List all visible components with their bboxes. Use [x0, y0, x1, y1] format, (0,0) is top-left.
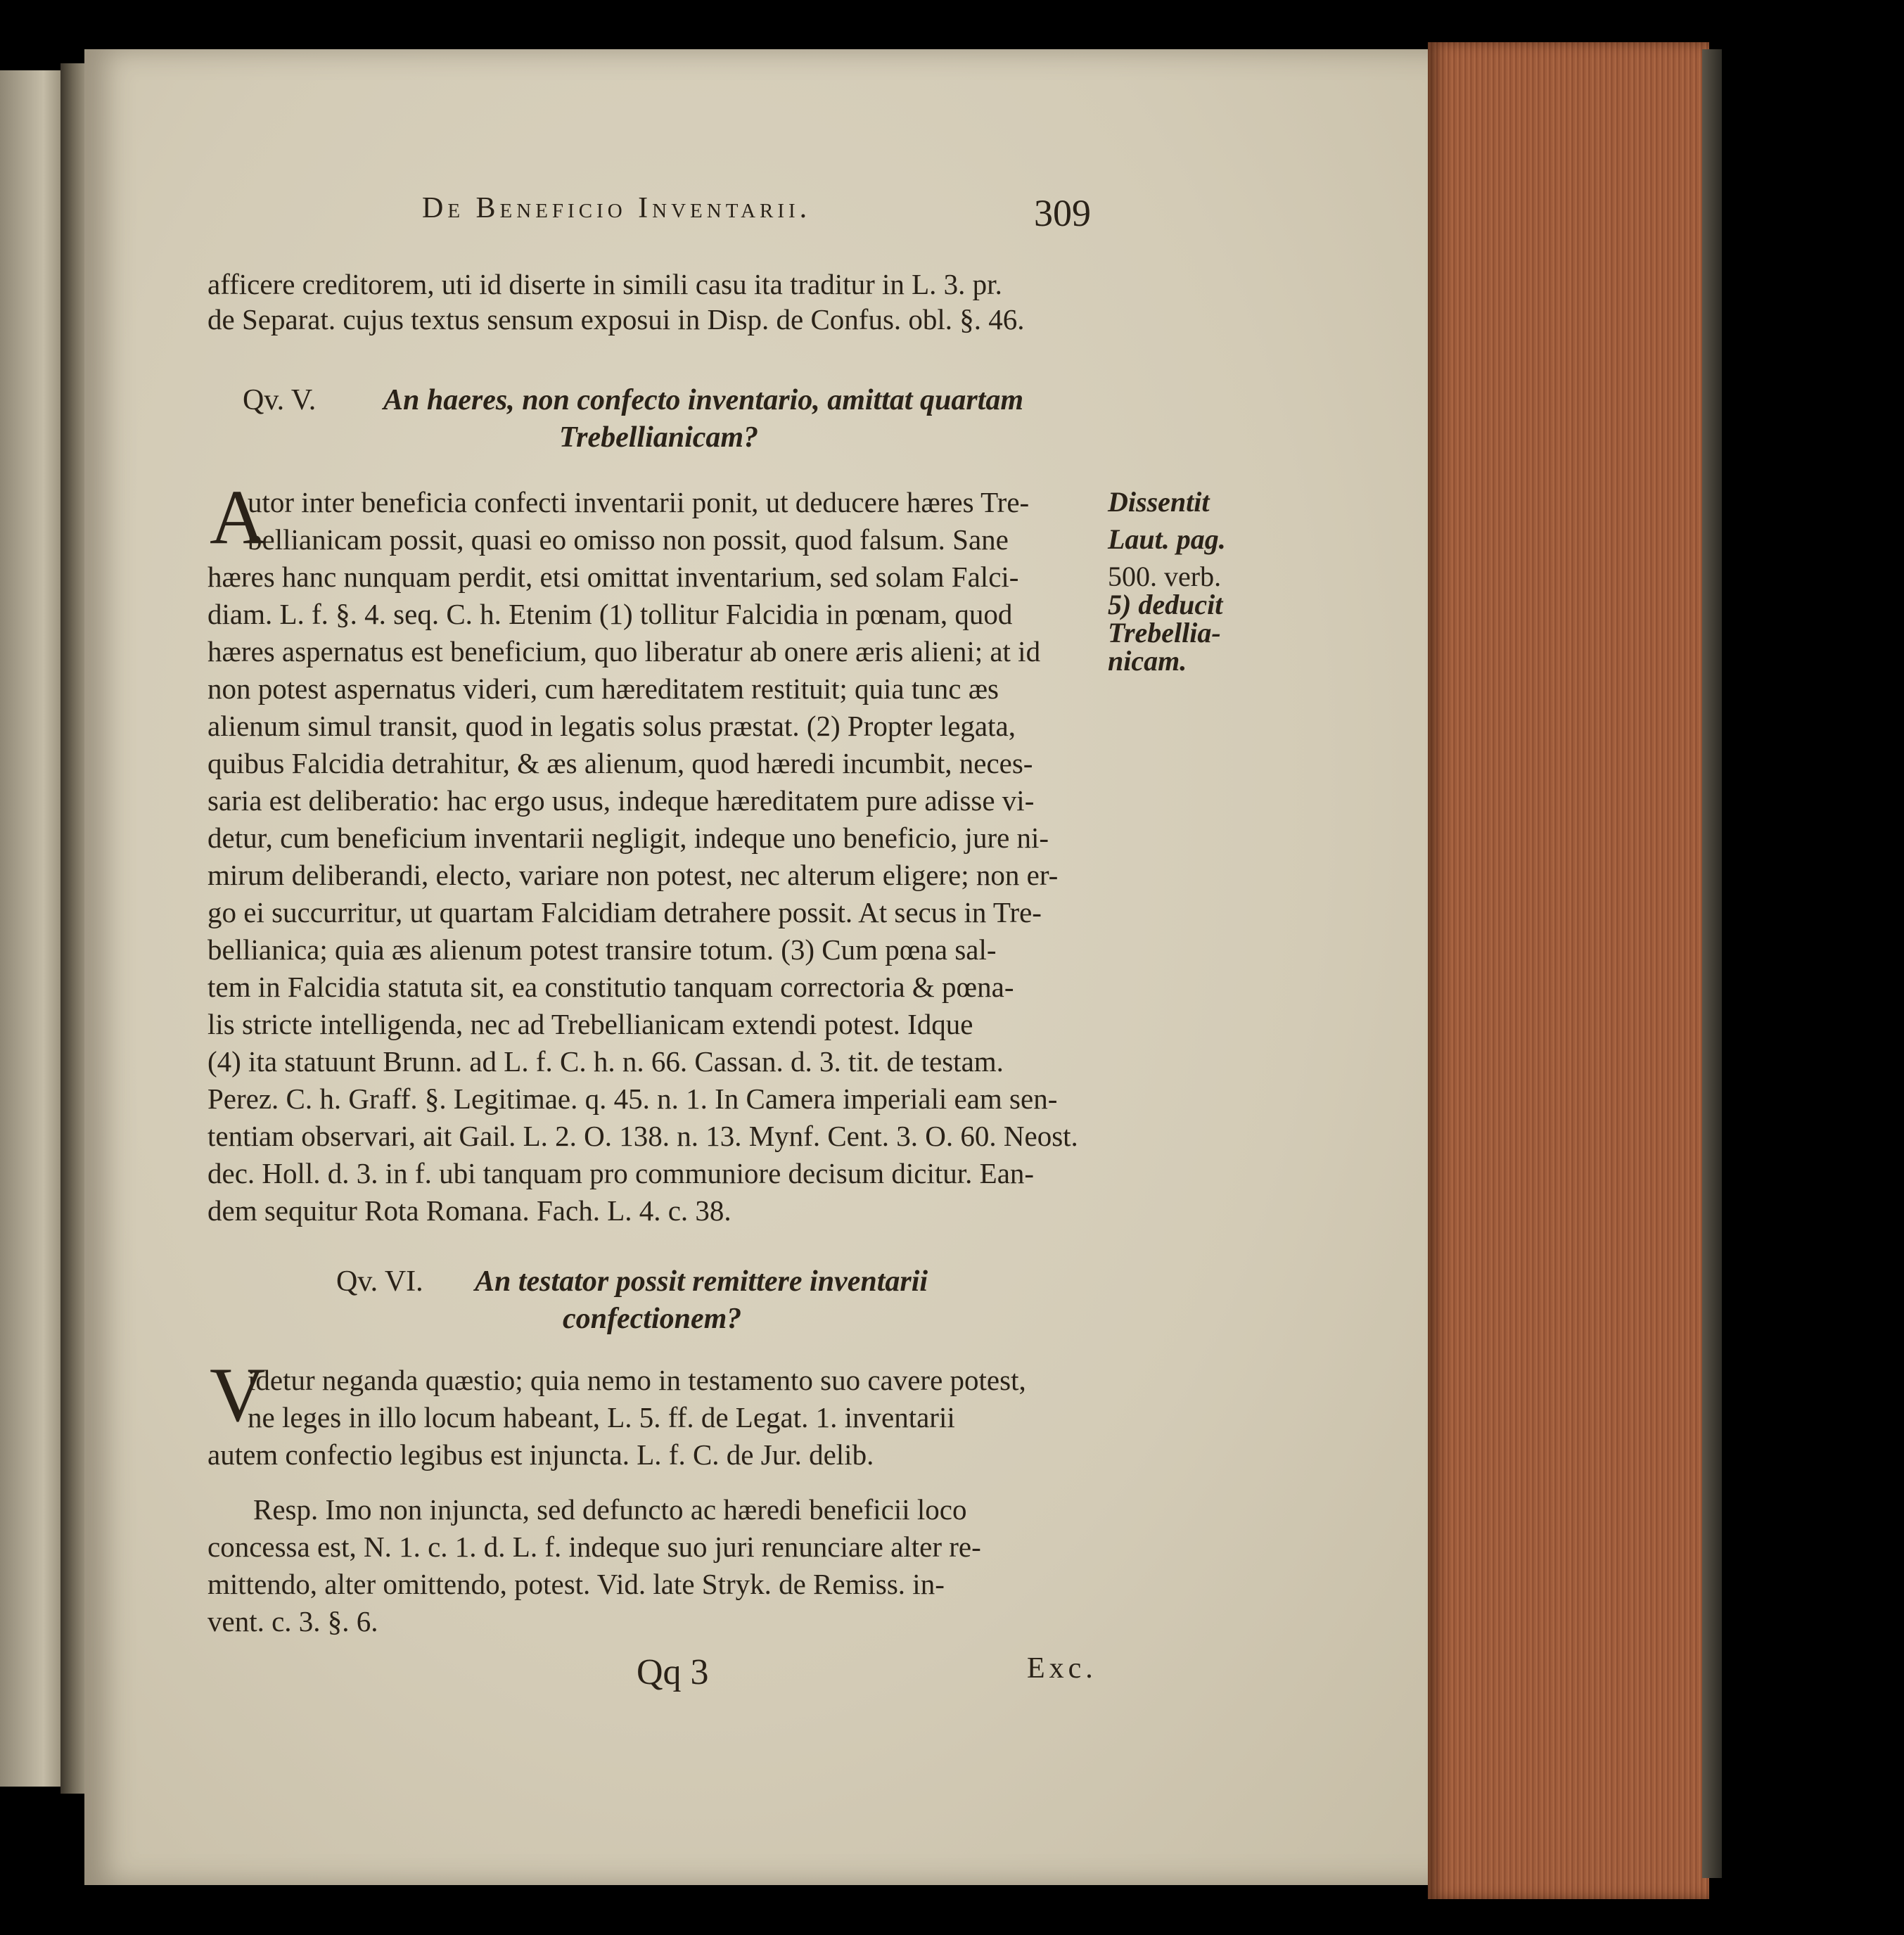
question-title: An haeres, non confecto inventario, amittat quartam [383, 384, 1024, 416]
text-line: afficere creditorem, uti id diserte in simili casu ita traditur in L. 3. pr. [207, 268, 1002, 300]
text-line: tentiam observari, ait Gail. L. 2. O. 138. n. 13. Mynf. Cent. 3. O. 60. Neost. [207, 1120, 1078, 1152]
margin-note: Dissentit [1108, 486, 1210, 518]
text-line: saria est deliberatio: hac ergo usus, indeque hæreditatem pure adisse vi- [207, 784, 1035, 817]
text-line: tem in Falcidia statuta sit, ea constitutio tanquam correctoria & pœna- [207, 971, 1014, 1003]
text-line: ne leges in illo locum habeant, L. 5. ff. de Legat. 1. inventarii [248, 1401, 955, 1433]
text-line: Perez. C. h. Graff. §. Legitimae. q. 45. n. 1. In Camera imperiali eam sen- [207, 1083, 1058, 1115]
text-line: go ei succurritur, ut quartam Falcidiam detrahere possit. At secus in Tre- [207, 896, 1042, 928]
text-line: lis stricte intelligenda, nec ad Trebellianicam extendi potest. Idque [207, 1008, 973, 1040]
drop-cap: A [210, 474, 266, 560]
catchword: Exc. [1027, 1652, 1097, 1685]
margin-note: 500. verb. [1108, 561, 1222, 592]
question-title: Trebellianicam? [559, 421, 759, 454]
text-line: detur, cum beneficium inventarii negligit, indeque uno beneficio, jure ni- [207, 822, 1049, 854]
question-title: confectionem? [563, 1303, 742, 1335]
page-block-edge [1428, 42, 1709, 1899]
question-label: Qv. VI. [336, 1265, 423, 1298]
text-line: hæres hanc nunquam perdit, etsi omittat inventarium, sed solam Falci- [207, 561, 1019, 593]
text-line: mirum deliberandi, electo, variare non potest, nec alterum eligere; non er- [207, 859, 1059, 891]
text-line: (4) ita statuunt Brunn. ad L. f. C. h. n. 66. Cassan. d. 3. tit. de testam. [207, 1045, 1004, 1078]
page-number: 309 [1034, 192, 1091, 234]
text-line: vent. c. 3. §. 6. [207, 1605, 378, 1637]
drop-cap: V [210, 1352, 266, 1438]
margin-note: nicam. [1108, 645, 1187, 677]
text-line: non potest aspernatus videri, cum hæreditatem restituit; quia tunc æs [207, 672, 999, 705]
margin-note: 5) deducit [1108, 589, 1223, 620]
margin-note: Trebellia- [1108, 617, 1221, 649]
text-line: dem sequitur Rota Romana. Fach. L. 4. c. 38. [207, 1194, 731, 1227]
running-head: De Beneficio Inventarii. [422, 192, 812, 224]
text-line: alienum simul transit, quod in legatis solus præstat. (2) Propter legata, [207, 710, 1016, 742]
text-line: hæres aspernatus est beneficium, quo liberatur ab onere æris alieni; at id [207, 635, 1041, 668]
facing-page-edge [0, 70, 62, 1787]
book-cover-edge [1702, 49, 1722, 1878]
text-line: dec. Holl. d. 3. in f. ubi tanquam pro communiore decisum dicitur. Ean- [207, 1157, 1035, 1189]
text-line: idetur neganda quæstio; quia nemo in testamento suo cavere potest, [248, 1364, 1026, 1396]
text-line: Resp. Imo non injuncta, sed defuncto ac hæredi beneficii loco [253, 1493, 967, 1526]
text-line: autem confectio legibus est injuncta. L. f. C. de Jur. delib. [207, 1438, 874, 1471]
text-line: diam. L. f. §. 4. seq. C. h. Etenim (1) tollitur Falcidia in pœnam, quod [207, 598, 1013, 630]
signature-mark: Qq 3 [637, 1652, 709, 1692]
question-title: An testator possit remittere inventarii [475, 1265, 928, 1298]
margin-note: Laut. pag. [1108, 523, 1226, 555]
text-line: quibus Falcidia detrahitur, & æs alienum, quod hæredi incumbit, neces- [207, 747, 1033, 779]
text-line: utor inter beneficia confecti inventarii ponit, ut deducere hæres Tre- [248, 486, 1030, 518]
text-line: bellianicam possit, quasi eo omisso non possit, quod falsum. Sane [248, 523, 1009, 556]
text-line: de Separat. cujus textus sensum exposui in Disp. de Confus. obl. §. 46. [207, 303, 1025, 336]
question-label: Qv. V. [243, 384, 317, 416]
text-line: mittendo, alter omittendo, potest. Vid. late Stryk. de Remiss. in- [207, 1568, 945, 1600]
text-line: bellianica; quia æs alienum potest transire totum. (3) Cum pœna sal- [207, 933, 997, 966]
text-line: concessa est, N. 1. c. 1. d. L. f. indeque suo juri renunciare alter re- [207, 1531, 981, 1563]
